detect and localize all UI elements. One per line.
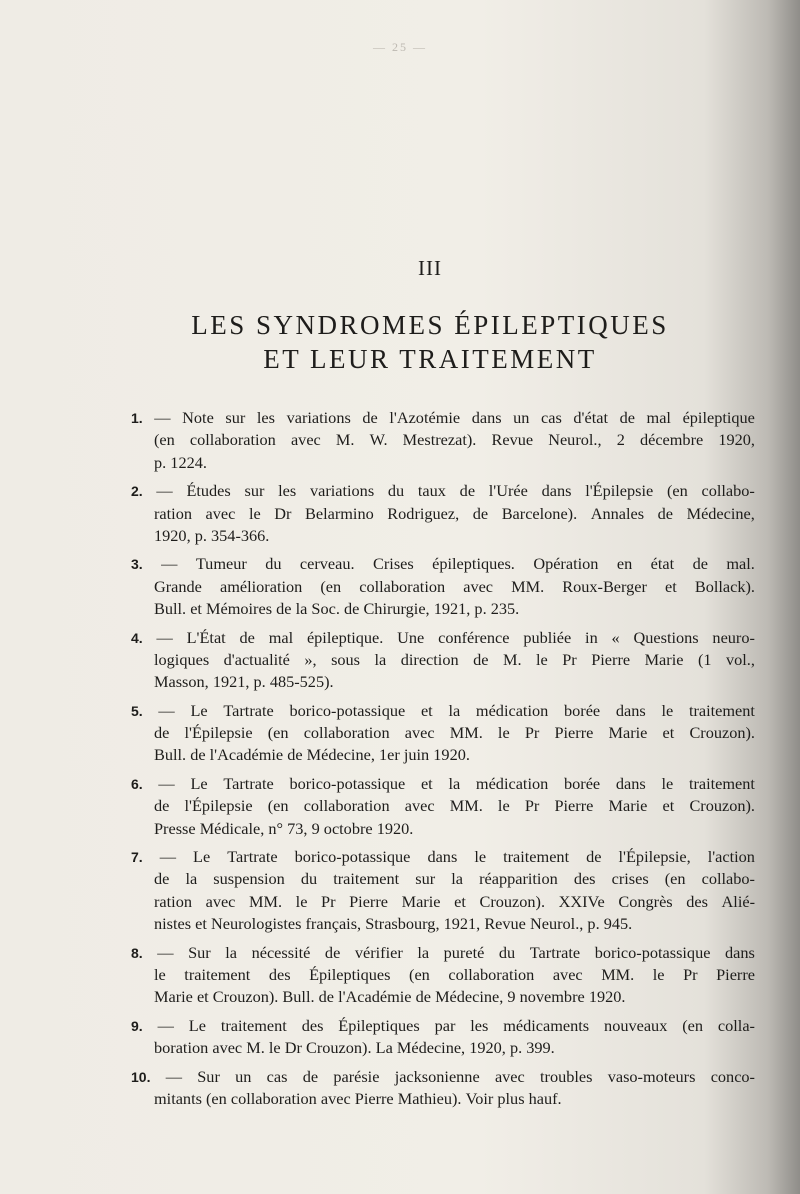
entry-number: 1. [131, 410, 143, 426]
entry-line: 1. — Note sur les variations de l'Azotémie dans un cas d'état de mal épileptique [131, 407, 755, 429]
entry-number: 3. [131, 556, 143, 573]
bibliography-entry [131, 1066, 755, 1111]
entry-line: de la suspension du traitement sur la réapparition des crises (en collabo- [154, 869, 755, 889]
entry-line: logiques d'actualité », sous la direction de M. le Pr Pierre Marie (1 vol., [154, 649, 755, 669]
entry-line: p. 1224. [154, 452, 207, 472]
bibliography-entry [131, 627, 755, 694]
entry-line: Bull. de l'Académie de Médecine, 1er juin 1920. [154, 745, 470, 765]
page-number: — 25 — [373, 40, 427, 54]
entry-line: 4. — L'État de mal épileptique. Une conférence publiée in « Questions neuro- [131, 627, 755, 649]
entry-line: 6. — Le Tartrate borico-potassique et la médication borée dans le traitement [131, 773, 755, 795]
section-title [0, 308, 800, 376]
section-title-line: LES SYNDROMES ÉPILEPTIQUES [191, 310, 669, 340]
section-title-line: ET LEUR TRAITEMENT [263, 344, 597, 374]
bibliography-entry [131, 773, 755, 840]
entry-number: 6. [131, 775, 143, 792]
bibliography-entry [131, 407, 755, 474]
entry-number: 7. [131, 849, 143, 866]
entry-line: 7. — Le Tartrate borico-potassique dans le traitement de l'Épilepsie, l'action [131, 846, 755, 868]
section-number: III [418, 256, 442, 280]
bibliography-list [131, 407, 755, 1116]
entry-line: Grande amélioration (en collaboration avec MM. Roux-Berger et Bollack). [154, 576, 755, 596]
entry-line: 10. — Sur un cas de parésie jacksonienne avec troubles vaso-moteurs conco- [131, 1066, 755, 1088]
entry-line: de l'Épilepsie (en collaboration avec MM. le Pr Pierre Marie et Crouzon). [154, 796, 755, 816]
bibliography-entry [131, 846, 755, 936]
bibliography-entry [131, 942, 755, 1009]
entry-line: 2. — Études sur les variations du taux de l'Urée dans l'Épilepsie (en collabo- [131, 480, 755, 502]
entry-number: 5. [131, 702, 143, 719]
entry-line: boration avec M. le Dr Crouzon). La Médecine, 1920, p. 399. [154, 1038, 555, 1058]
entry-number: 10. [131, 1068, 151, 1085]
entry-number: 2. [131, 483, 143, 500]
bibliography-entry [131, 553, 755, 620]
entry-line: Masson, 1921, p. 485-525). [154, 672, 334, 692]
entry-line: ration avec le Dr Belarmino Rodriguez, de Barcelone). Annales de Médecine, [154, 503, 755, 523]
bibliography-entry [131, 480, 755, 547]
entry-line: 3. — Tumeur du cerveau. Crises épileptiques. Opération en état de mal. [131, 553, 755, 575]
entry-number: 4. [131, 629, 143, 646]
entry-number: 9. [131, 1017, 143, 1034]
entry-line: Presse Médicale, n° 73, 9 octobre 1920. [154, 818, 414, 838]
bibliography-entry [131, 1015, 755, 1060]
entry-line: nistes et Neurologistes français, Strasbourg, 1921, Revue Neurol., p. 945. [154, 914, 633, 934]
entry-line: 8. — Sur la nécessité de vérifier la pureté du Tartrate borico-potassique dans [131, 942, 755, 964]
entry-line: le traitement des Épileptiques (en collaboration avec MM. le Pr Pierre [154, 964, 755, 984]
entry-line: 9. — Le traitement des Épileptiques par les médicaments nouveaux (en colla- [131, 1015, 755, 1037]
entry-line: Marie et Crouzon). Bull. de l'Académie de Médecine, 9 novembre 1920. [154, 987, 626, 1007]
entry-line: mitants (en collaboration avec Pierre Mathieu). Voir plus hauf. [154, 1088, 562, 1108]
entry-line: de l'Épilepsie (en collaboration avec MM. le Pr Pierre Marie et Crouzon). [154, 723, 755, 743]
bibliography-entry [131, 700, 755, 767]
entry-line: 1920, p. 354-366. [154, 525, 270, 545]
entry-line: 5. — Le Tartrate borico-potassique et la médication borée dans le traitement [131, 700, 755, 722]
entry-line: ration avec MM. le Pr Pierre Marie et Crouzon). XXIVe Congrès des Alié- [154, 891, 755, 911]
entry-line: Bull. et Mémoires de la Soc. de Chirurgie, 1921, p. 235. [154, 599, 520, 619]
entry-number: 8. [131, 944, 143, 961]
entry-line: (en collaboration avec M. W. Mestrezat). Revue Neurol., 2 décembre 1920, [154, 430, 755, 450]
